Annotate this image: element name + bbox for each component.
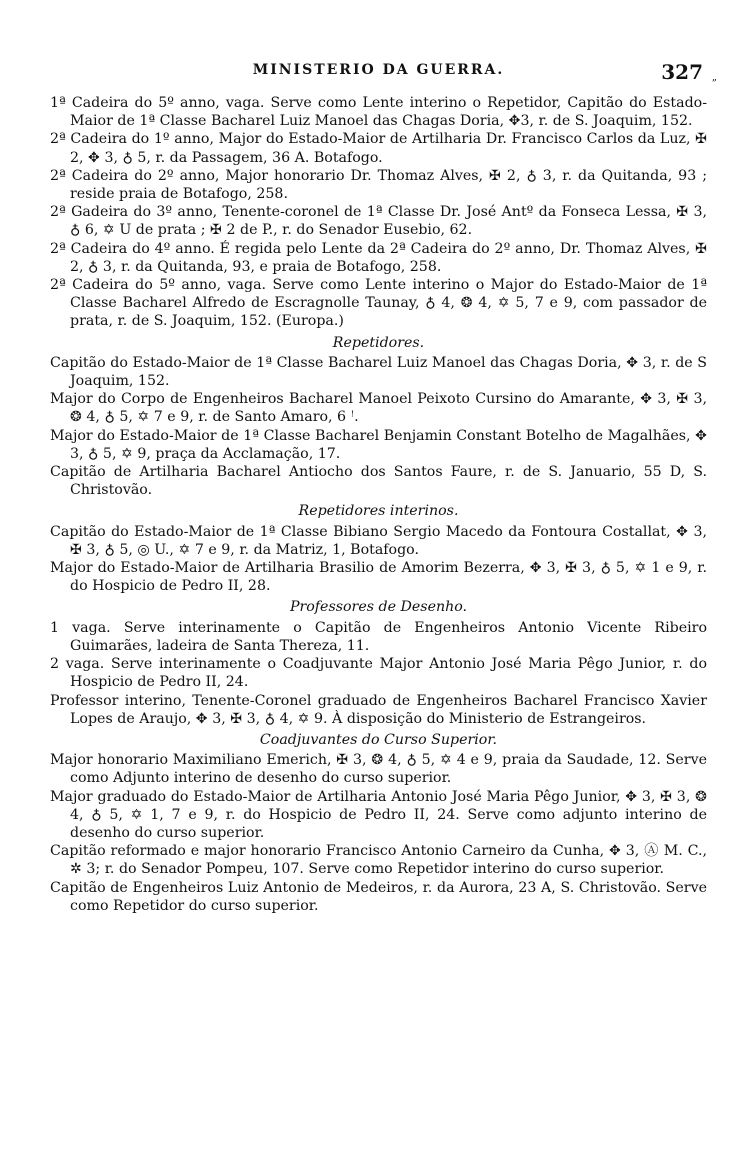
entry: 1 vaga. Serve interinamente o Capitão de Engenheiros Antonio Vicente Ribeiro Guimarães, ladeira de Santa Thereza, 11. <box>50 619 707 654</box>
section-repetidores <box>50 334 707 500</box>
page-title: MINISTERIO DA GUERRA. <box>252 62 505 78</box>
entry: 2ª Cadeira do 4º anno. É regida pelo Lente da 2ª Cadeira do 2º anno, Dr. Thomaz Alves, ✠ 2, ♁ 3, r. da Quitanda, 93, e praia de Botafogo, 258. <box>50 240 707 275</box>
entry: Capitão de Artilharia Bacharel Antiocho dos Santos Faure, r. de S. Januario, 55 D, S. Christovão. <box>50 464 707 499</box>
entry: Capitão do Estado-Maior de 1ª Classe Bibiano Sergio Macedo da Fontoura Costallat, ✥ 3, ✠ 3, ♁ 5, ◎ U., ✡ 7 e 9, r. da Matriz, 1, Botafogo. <box>50 523 707 558</box>
margin-mark: „ <box>711 72 717 83</box>
entry: Major do Corpo de Engenheiros Bacharel Manoel Peixoto Cursino do Amarante, ✥ 3, ✠ 3, ❂ 4, ♁ 5, ✡ 7 e 9, r. de Santo Amaro, 6 ꜝ. <box>50 391 707 426</box>
entry: Capitão reformado e major honorario Francisco Antonio Carneiro da Cunha, ✥ 3, Ⓐ M. C., ✲ 3; r. do Senador Pompeu, 107. Serve como Repetidor interino do curso superior. <box>50 843 707 878</box>
entry: 2ª Cadeira do 1º anno, Major do Estado-Maior de Artilharia Dr. Francisco Carlos da Luz, ✠ 2, ✥ 3, ♁ 5, r. da Passagem, 36 A. Botafogo. <box>50 131 707 166</box>
page-header <box>50 60 717 88</box>
entry: 2ª Gadeira do 3º anno, Tenente-coronel de 1ª Classe Dr. José Antº da Fonseca Lessa, ✠ 3, ♁ 6, ✡ U de prata ; ✠ 2 de P., r. do Senador Eusebio, 62. <box>50 204 707 239</box>
section-professores-desenho <box>50 598 707 727</box>
section-cadeiras <box>50 94 707 331</box>
section-heading: Repetidores. <box>332 334 425 351</box>
entry: 2ª Cadeira do 2º anno, Major honorario Dr. Thomaz Alves, ✠ 2, ♁ 3, r. da Quitanda, 93 ; reside praia de Botafogo, 258. <box>50 167 707 203</box>
section-heading: Repetidores interinos. <box>298 503 459 520</box>
entry: Major do Estado-Maior de Artilharia Brasilio de Amorim Bezerra, ✥ 3, ✠ 3, ♁ 5, ✡ 1 e 9, r. do Hospicio de Pedro II, 28. <box>50 560 707 595</box>
section-coadjuvantes <box>50 731 707 915</box>
section-repetidores-interinos <box>50 502 707 595</box>
entry: Capitão do Estado-Maior de 1ª Classe Bacharel Luiz Manoel das Chagas Doria, ✥ 3, r. de S Joaquim, 152. <box>50 354 707 390</box>
entry: Professor interino, Tenente-Coronel graduado de Engenheiros Bacharel Francisco Xavier Lopes de Araujo, ✥ 3, ✠ 3, ♁ 4, ✡ 9. À disposição do Ministerio de Estrangeiros. <box>50 692 707 727</box>
entry: 2 vaga. Serve interinamente o Coadjuvante Major Antonio José Maria Pêgo Junior, r. do Hospicio de Pedro II, 24. <box>50 656 707 691</box>
entry: Major honorario Maximiliano Emerich, ✠ 3, ❂ 4, ♁ 5, ✡ 4 e 9, praia da Saudade, 12. Serve como Adjunto interino de desenho do curso superior. <box>50 752 707 787</box>
section-heading: Coadjuvantes do Curso Superior. <box>259 731 498 748</box>
entry: Major graduado do Estado-Maior de Artilharia Antonio José Maria Pêgo Junior, ✥ 3, ✠ 3, ❂ 4, ♁ 5, ✡ 1, 7 e 9, r. do Hospicio de Pedro II, 24. Serve como adjunto interino de desenho do curso superior. <box>50 788 707 841</box>
section-heading: Professores de Desenho. <box>289 599 468 616</box>
page-number: 327 <box>661 60 703 84</box>
entry: Major do Estado-Maior de 1ª Classe Bacharel Benjamin Constant Botelho de Magalhães, ✥ 3, ♁ 5, ✡ 9, praça da Acclamação, 17. <box>50 427 707 462</box>
entry: Capitão de Engenheiros Luiz Antonio de Medeiros, r. da Aurora, 23 A, S. Christovão. Serve como Repetidor do curso superior. <box>50 879 707 914</box>
entry: 2ª Cadeira do 5º anno, vaga. Serve como Lente interino o Major do Estado-Maior de 1ª Classe Bacharel Alfredo de Escragnolle Taunay, ♁ 4, ❂ 4, ✡ 5, 7 e 9, com passador de prata, r. de S. Joaquim, 152. (Europa.) <box>50 277 707 330</box>
entry: 1ª Cadeira do 5º anno, vaga. Serve como Lente interino o Repetidor, Capitão do Estado-Maior de 1ª Classe Bacharel Luiz Manoel das Chagas Doria, ✥3, r. de S. Joaquim, 152. <box>50 95 707 130</box>
